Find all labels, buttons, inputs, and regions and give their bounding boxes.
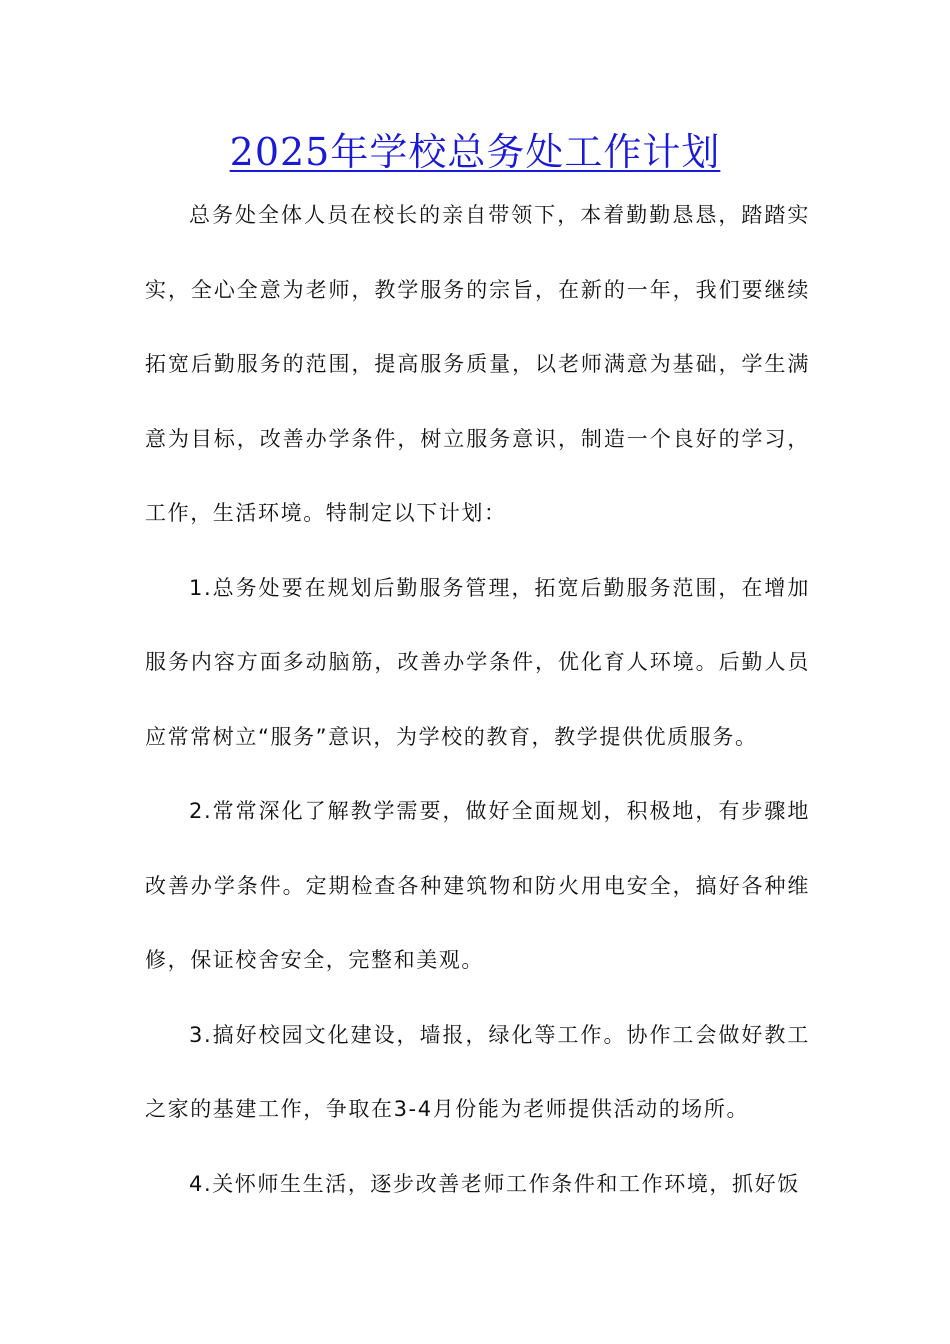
paragraph-item-3: 3.搞好校园文化建设，墙报，绿化等工作。协作工会做好教工之家的基建工作，争取在3-4月份能为老师提供活动的场所。 <box>145 1022 810 1121</box>
paragraph-item-2: 2.常常深化了解教学需要，做好全面规划，积极地，有步骤地改善办学条件。定期检查各种建筑物和防火用电安全，搞好各种维修，保证校舍安全，完整和美观。 <box>145 799 810 972</box>
paragraph-item-4: 4.关怀师生生活，逐步改善老师工作条件和工作环境，抓好饭 <box>189 1171 800 1196</box>
document-body <box>145 178 810 1221</box>
document-title[interactable]: 2025年学校总务处工作计划 <box>229 130 721 174</box>
paragraph-intro: 总务处全体人员在校长的亲自带领下，本着勤勤恳恳，踏踏实实，全心全意为老师，教学服务的宗旨，在新的一年，我们要继续拓宽后勤服务的范围，提高服务质量，以老师满意为基础，学生满意为目标，改善办学条件，树立服务意识，制造一个良好的学习，工作，生活环境。特制定以下计划： <box>145 203 810 525</box>
paragraph-item-1: 1.总务处要在规划后勤服务管理，拓宽后勤服务范围，在增加服务内容方面多动脑筋，改善办学条件，优化育人环境。后勤人员应常常树立“服务”意识，为学校的教育，教学提供优质服务。 <box>145 575 810 749</box>
